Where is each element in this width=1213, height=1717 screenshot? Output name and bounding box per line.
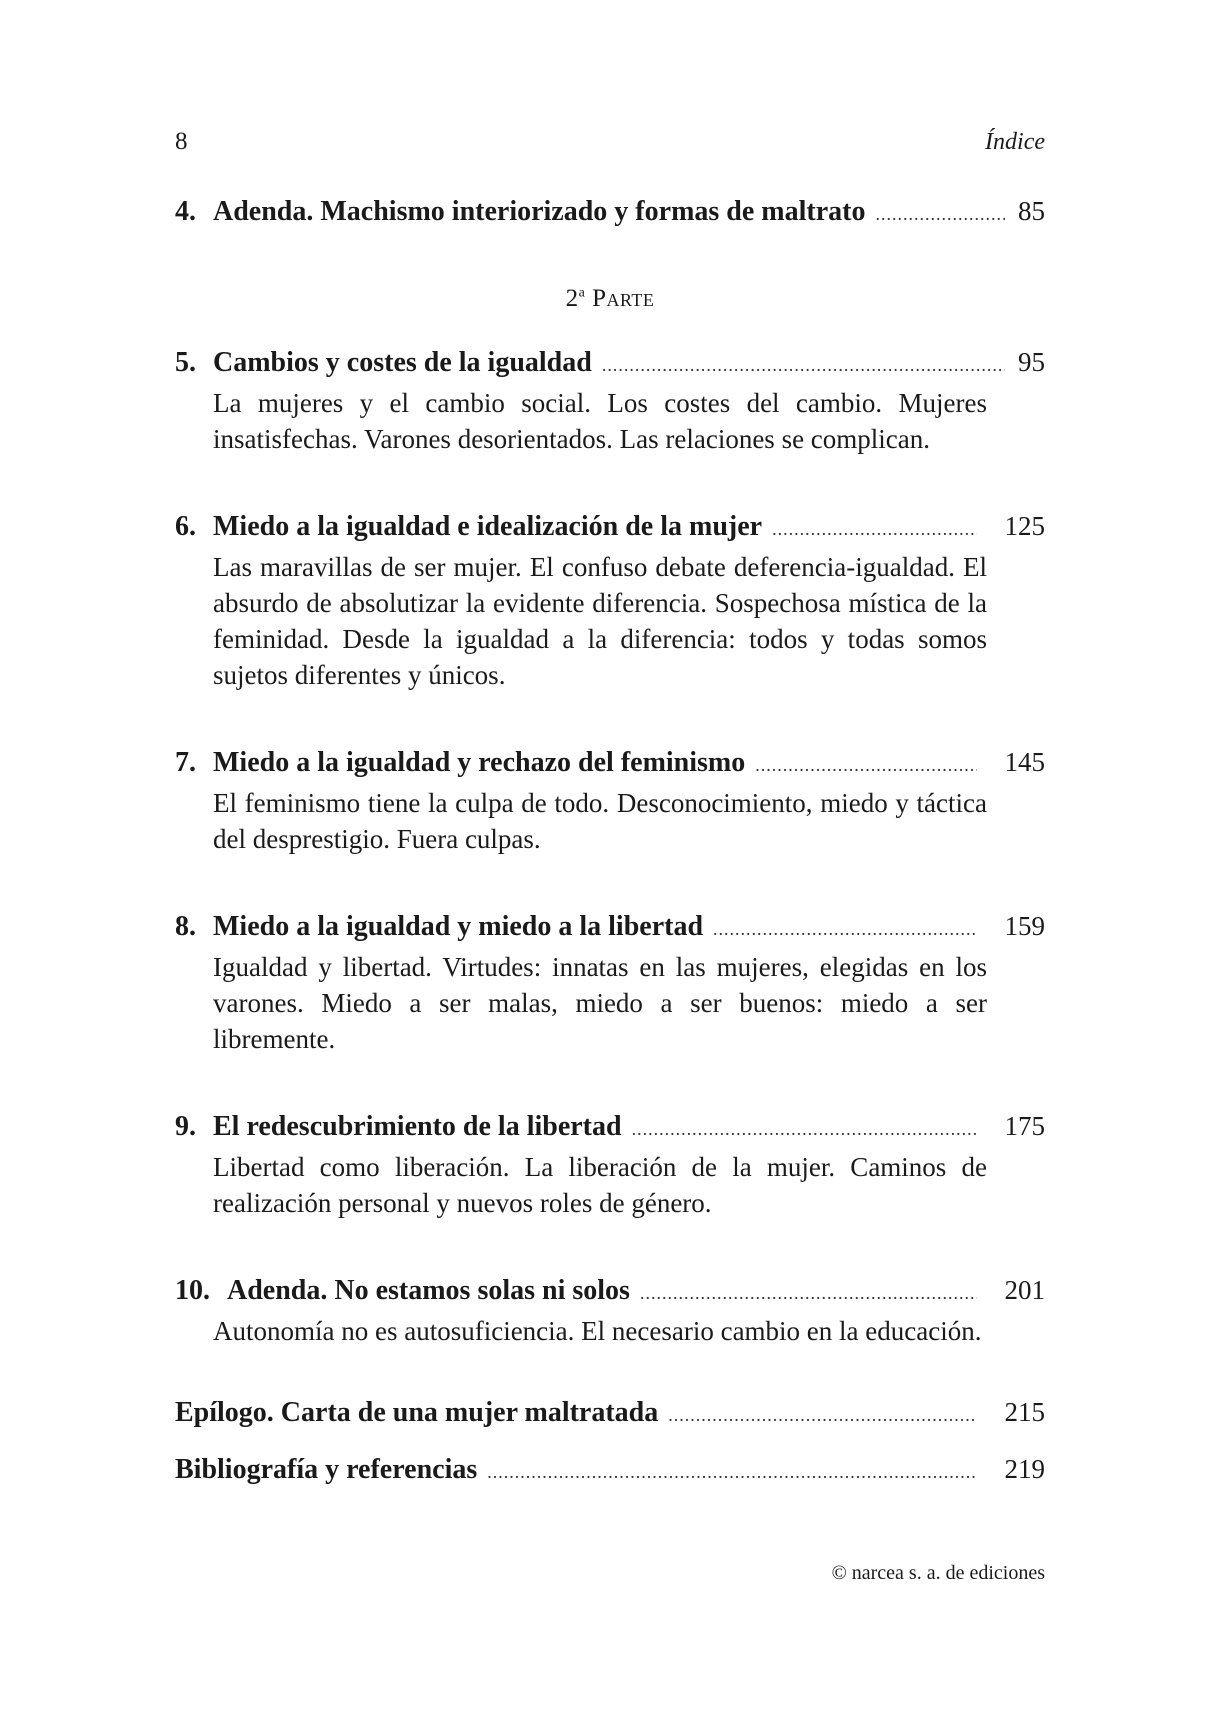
- table-of-contents: [175, 192, 1045, 1491]
- entry-title: Miedo a la igualdad e idealización de la mujer: [213, 511, 763, 542]
- entry-page: 175: [1004, 1111, 1045, 1141]
- part-word: Parte: [592, 285, 655, 312]
- entry-number: 10.: [175, 1275, 210, 1306]
- entry-title: Adenda. Machismo interiorizado y formas de maltrato: [213, 196, 866, 227]
- toc-entry-7[interactable]: [175, 743, 1045, 857]
- entry-number: 9.: [175, 1111, 196, 1142]
- entry-description: El feminismo tiene la culpa de todo. Desconocimiento, miedo y táctica del desprestigio. Fuera culpas.: [213, 788, 987, 854]
- entry-number: 8.: [175, 911, 196, 942]
- toc-entry-epilogue[interactable]: [175, 1393, 1045, 1434]
- entry-page: 85: [1018, 196, 1045, 226]
- toc-entry-6[interactable]: [175, 507, 1045, 693]
- dot-leader: [632, 1110, 977, 1148]
- part-number: 2: [565, 285, 579, 312]
- dot-leader: [487, 1453, 977, 1491]
- dot-leader: [713, 910, 977, 948]
- toc-entry-5[interactable]: [175, 343, 1045, 457]
- toc-entry-10[interactable]: [175, 1271, 1045, 1349]
- entry-description: Autonomía no es autosuficiencia. El necesario cambio en la educación.: [213, 1316, 982, 1346]
- entry-title: Cambios y costes de la igualdad: [213, 347, 592, 378]
- dot-leader: [640, 1274, 977, 1312]
- toc-entry-8[interactable]: [175, 907, 1045, 1057]
- entry-title: Bibliografía y referencias: [175, 1454, 478, 1485]
- entry-title: Adenda. No estamos solas ni solos: [227, 1275, 630, 1306]
- entry-page: 125: [1004, 511, 1045, 541]
- toc-entry-9[interactable]: [175, 1107, 1045, 1221]
- entry-description: La mujeres y el cambio social. Los costes del cambio. Mujeres insatisfechas. Varones desorientados. Las relaciones se complican.: [213, 388, 987, 454]
- dot-leader: [668, 1396, 977, 1434]
- copyright-notice: © narcea s. a. de ediciones: [831, 1562, 1045, 1584]
- dot-leader: [875, 195, 1005, 233]
- entry-title: Miedo a la igualdad y miedo a la libertad: [213, 911, 704, 942]
- entry-title: El redescubrimiento de la libertad: [213, 1111, 622, 1142]
- entry-title: Miedo a la igualdad y rechazo del feminismo: [213, 747, 746, 778]
- entry-page: 219: [1004, 1454, 1045, 1484]
- entry-number: 7.: [175, 747, 196, 778]
- entry-description: Las maravillas de ser mujer. El confuso debate deferencia-igualdad. El absurdo de absolutizar la evidente diferencia. Sospechosa mística de la feminidad. Desde la igualdad a la diferencia: todos y todas somos sujetos diferentes y únicos.: [213, 552, 987, 690]
- entry-title: Epílogo. Carta de una mujer maltratada: [175, 1397, 659, 1428]
- running-head: Índice: [985, 129, 1045, 155]
- entry-description: Igualdad y libertad. Virtudes: innatas en las mujeres, elegidas en los varones. Miedo a ser malas, miedo a ser buenos: miedo a ser libremente.: [213, 952, 987, 1054]
- entry-page: 159: [1004, 911, 1045, 941]
- part-heading: [175, 285, 1045, 313]
- dot-leader: [602, 346, 1005, 384]
- entry-page: 215: [1004, 1397, 1045, 1427]
- entry-number: 5.: [175, 347, 196, 378]
- page-number: 8: [175, 128, 188, 155]
- entry-number: 6.: [175, 511, 196, 542]
- dot-leader: [772, 510, 977, 548]
- entry-number: 4.: [175, 196, 196, 227]
- toc-entry-4[interactable]: [175, 192, 1045, 233]
- part-ordinal: a: [578, 285, 586, 301]
- entry-page: 201: [1004, 1275, 1045, 1305]
- entry-description: Libertad como liberación. La liberación de la mujer. Caminos de realización personal y nuevos roles de género.: [213, 1152, 987, 1218]
- entry-page: 95: [1018, 347, 1045, 377]
- toc-entry-bibliography[interactable]: [175, 1450, 1045, 1491]
- entry-page: 145: [1004, 747, 1045, 777]
- dot-leader: [755, 746, 977, 784]
